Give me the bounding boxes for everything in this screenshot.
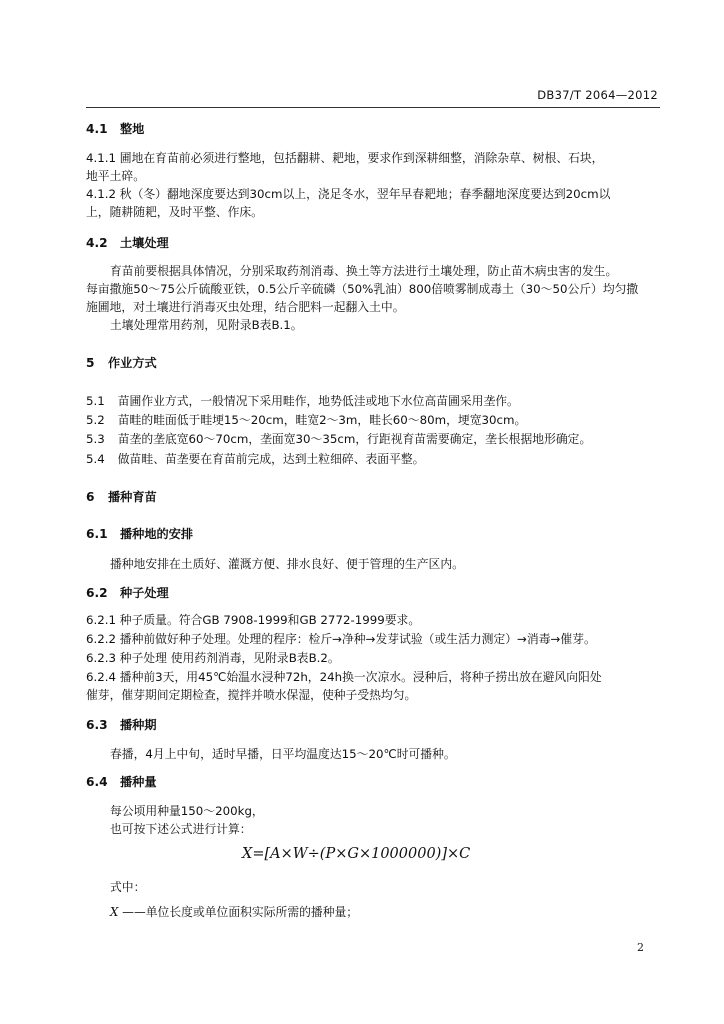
section-number: 6 bbox=[86, 490, 95, 504]
section-number: 6.1 bbox=[86, 527, 108, 541]
section-4-2-line-2: 每亩撒施50～75公斤硫酸亚铁，0.5公斤辛硫磷（50%乳油）800倍喷雾制成毒土（30～50公斤）均匀撒 bbox=[86, 282, 639, 296]
section-6-heading bbox=[86, 488, 157, 505]
variable-symbol: X bbox=[110, 905, 119, 919]
clause-number: 5.3 bbox=[86, 432, 105, 446]
section-4-2-line-1: 育苗前要根据具体情况，分别采取药剂消毒、换土等方法进行土壤处理，防止苗木病虫害的发生。 bbox=[110, 264, 618, 278]
clause-text: 苗圃作业方式，一般情况下采用畦作，地势低洼或地下水位高苗圃采用垄作。 bbox=[117, 394, 519, 408]
clause-text: 做苗畦、苗垄要在育苗前完成，达到土粒细碎、表面平整。 bbox=[117, 452, 425, 466]
section-6-1-heading bbox=[86, 525, 193, 542]
clause-6-2-2 bbox=[86, 630, 596, 647]
section-6-4-line-2: 也可按下述公式进行计算： bbox=[110, 822, 252, 836]
clause-number: 6.2.2 bbox=[86, 632, 117, 646]
section-4-2-heading bbox=[86, 234, 169, 251]
clause-number: 6.2.4 bbox=[86, 670, 117, 684]
formula-where-label: 式中： bbox=[110, 880, 146, 894]
clause-5-4 bbox=[86, 450, 424, 467]
section-6-4-heading bbox=[86, 773, 157, 790]
clause-number: 6.2.1 bbox=[86, 613, 117, 627]
section-6-1-text: 播种地安排在土质好、灌溉方便、排水良好、便于管理的生产区内。 bbox=[110, 557, 464, 571]
clause-text: 播种前3天，用45℃始温水浸种72h，24h换一次凉水。浸种后，将种子捞出放在避风向阳处 bbox=[119, 670, 602, 684]
clause-text: 种子质量。符合GB 7908-1999和GB 2772-1999要求。 bbox=[119, 613, 421, 627]
section-number: 4.2 bbox=[86, 236, 108, 250]
section-4-1-heading bbox=[86, 120, 144, 137]
section-4-2-line-3: 施圃地，对土壤进行消毒灭虫处理，结合肥料一起翻入土中。 bbox=[86, 300, 405, 314]
section-title: 土壤处理 bbox=[120, 236, 169, 250]
section-6-3-text: 春播，4月上中旬，适时早播，日平均温度达15～20℃时可播种。 bbox=[110, 747, 456, 761]
clause-5-3 bbox=[86, 430, 591, 447]
page-number: 2 bbox=[637, 941, 644, 954]
clause-number: 5.2 bbox=[86, 413, 105, 427]
section-title: 播种量 bbox=[120, 775, 157, 789]
clause-text: 苗畦的畦面低于畦埂15～20cm，畦宽2～3m，畦长60～80m，埂宽30cm。 bbox=[117, 413, 527, 427]
clause-6-2-1 bbox=[86, 611, 420, 628]
standard-code-header: DB37/T 2064—2012 bbox=[537, 88, 658, 102]
clause-4-1-1-line-1 bbox=[86, 149, 603, 166]
section-number: 6.4 bbox=[86, 775, 108, 789]
formula-definition-x bbox=[110, 903, 358, 920]
variable-definition: ——单位长度或单位面积实际所需的播种量； bbox=[118, 905, 359, 919]
section-number: 6.3 bbox=[86, 718, 108, 732]
section-number: 5 bbox=[86, 356, 95, 370]
section-number: 4.1 bbox=[86, 122, 108, 136]
clause-6-2-4-line-1 bbox=[86, 668, 602, 685]
clause-number: 4.1.1 bbox=[86, 151, 117, 165]
header-rule bbox=[86, 107, 660, 108]
section-title: 播种地的安排 bbox=[120, 527, 194, 541]
clause-text: 圃地在育苗前必须进行整地，包括翻耕、耙地，要求作到深耕细整，消除杂草、树根、石块， bbox=[119, 151, 604, 165]
clause-4-1-2-line-1 bbox=[86, 185, 610, 202]
section-6-4-line-1: 每公顷用种量150～200kg， bbox=[110, 804, 264, 818]
clause-text: 秋（冬）翻地深度要达到30cm以上，浇足冬水，翌年早春耙地；春季翻地深度要达到20cm以 bbox=[119, 187, 611, 201]
clause-text: 种子处理 使用药剂消毒，见附录B表B.2。 bbox=[119, 651, 340, 665]
section-title: 种子处理 bbox=[120, 586, 169, 600]
section-5-heading bbox=[86, 354, 157, 371]
clause-6-2-3 bbox=[86, 649, 340, 666]
clause-4-1-1-line-2: 地平土碎。 bbox=[86, 169, 145, 183]
clause-number: 6.2.3 bbox=[86, 651, 117, 665]
clause-number: 4.1.2 bbox=[86, 187, 117, 201]
section-number: 6.2 bbox=[86, 586, 108, 600]
clause-text: 播种前做好种子处理。处理的程序：检斤→净种→发芽试验（或生活力测定）→消毒→催芽。 bbox=[119, 632, 596, 646]
clause-5-1 bbox=[86, 392, 519, 409]
clause-6-2-4-line-2: 催芽，催芽期间定期检查，搅拌并喷水保湿，使种子受热均匀。 bbox=[86, 688, 417, 702]
clause-4-1-2-line-2: 上，随耕随耙，及时平整、作床。 bbox=[86, 205, 263, 219]
section-title: 播种育苗 bbox=[108, 490, 157, 504]
section-6-3-heading bbox=[86, 716, 157, 733]
section-6-2-heading bbox=[86, 584, 169, 601]
section-title: 播种期 bbox=[120, 718, 157, 732]
section-4-2-line-4: 土壤处理常用药剂，见附录B表B.1。 bbox=[110, 318, 303, 332]
section-title: 整地 bbox=[120, 122, 145, 136]
clause-5-2 bbox=[86, 411, 526, 428]
clause-number: 5.1 bbox=[86, 394, 105, 408]
clause-text: 苗垄的垄底宽60～70cm，垄面宽30～35cm，行距视育苗需要确定，垄长根据地形确定。 bbox=[117, 432, 592, 446]
section-title: 作业方式 bbox=[108, 356, 157, 370]
seeding-formula: X=[A×W÷(P×G×1000000)]×C bbox=[242, 846, 471, 862]
clause-number: 5.4 bbox=[86, 452, 105, 466]
